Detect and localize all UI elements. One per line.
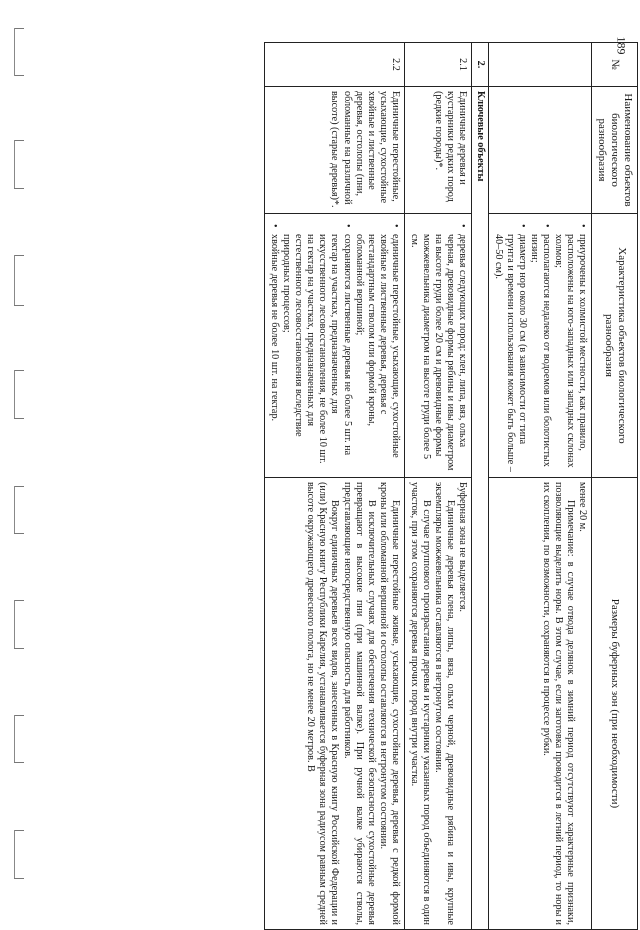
section-title: Ключевые объекты [471,87,488,930]
paragraph: Единичные перестойные живые, усыхающие, сухостойные деревья, деревья с редкой формой кроны или обломанной вершиной и остолопы оставляются в нетронутом состоянии. [377,482,401,925]
row-num: 2.1 [404,43,471,87]
table-header-row [592,43,638,930]
row-char [404,214,471,478]
row-cont-char [488,214,591,478]
table-row [265,43,404,930]
row-name: Единичные перестойные, усыхающие, сухостойные хвойные и лиственные деревья, остолопы (пни, обломанные на различной высоте) (старые деревья)*. [265,87,404,214]
page-number: 189 [614,36,629,55]
section-num: 2. [471,43,488,87]
rotated-page [60,42,638,925]
paragraph: Примечание: в случае отвода делянок в зимний период отсутствуют характерные признаки, позволяющие выделить норы. В этом случае, если заготовка проводится в летний период, то норы и их скопления, по возможности, сохраняются в процессе рубки. [541,482,577,925]
row-char [265,214,404,478]
row-cont-buffer [488,478,591,930]
table-row [404,43,471,930]
table-row [488,43,591,930]
paragraph: Вокруг единичных деревьев всех видов, занесенных в Красную книгу Российской Федерации и (или) Красную книгу Республики Карелия, устанавливается буферная зона радиусом равным средней высоте окружающего древесного полога, но не менее 20 метров. В [305,482,341,925]
list-item: • единичные перестойные, усыхающие, сухостойные хвойные и лиственные деревья, деревья с нестандартным стволом или формой кроны, обломанной вершиной; [353,228,401,473]
paragraph: В случае группового произрастания деревья и кустарники указанных пород объединяются в один участок, при этом сохраняются деревья прочих пород внутри участка. [408,482,432,925]
section-row [471,43,488,930]
list-item: • хвойные деревья не более 10 шт. на гектар. [268,228,280,473]
header-num: № [592,43,638,87]
row-name: Единичные деревья и кустарники редких пород (редкие породы)*. [404,87,471,214]
binder-margin [0,0,48,905]
header-name: Наименование объектов биологического разнообразия [592,87,638,214]
buffer-zone-table [264,42,638,930]
header-buffer: Размеры буферных зон (при необходимости) [592,478,638,930]
row-num: 2.2 [265,43,404,87]
header-characteristic: Характеристика объектов биологического разнообразия [592,214,638,478]
list-item: • сохраняются лиственные деревья не более 5 шт. на гектар на участках, предназначенных для искусственного лесовосстановления, не более 10 шт. на гектар на участках, предназначенных для естественного лесовосстановления вследствие природных процессов; [280,228,352,473]
row-buffer [265,478,404,930]
paragraph: Единичные деревья клена, липы, вяза, ольхи черной, древовидные рябина и ивы, крупные экземпляры можжевельника оставляются в нетронутом состоянии. [432,482,456,925]
list-item: • располагаются недалеко от водоемов или болотистых низин; [528,228,552,473]
list-item: • деревья следующих пород: клен, липа, вяз, ольха черная, древовидные формы рябины и ивы диаметром на высоте груди более 20 см и древовидные формы можжевельника диаметром на высоте груди более 5 см. [408,228,468,473]
paragraph: Буферная зона не выделяется. [456,482,468,612]
list-item: • приурочены к холмистой местности, как правило, расположены на юго-западных или западных склонах холмов; [552,228,588,473]
list-item: • диаметр нор около 30 см (в зависимости от типа грунта и времени использования может быть больше – 40–50 см). [492,228,528,473]
paragraph: менее 20 м. [577,482,589,532]
paragraph: В исключительных случаях для обеспечения технической безопасности сухостойные деревья превращают в высокие пни (при машинной валке). При ручной валке убираются стволы, представляющие непосредственную опасность для работников. [341,482,377,925]
row-buffer [404,478,471,930]
